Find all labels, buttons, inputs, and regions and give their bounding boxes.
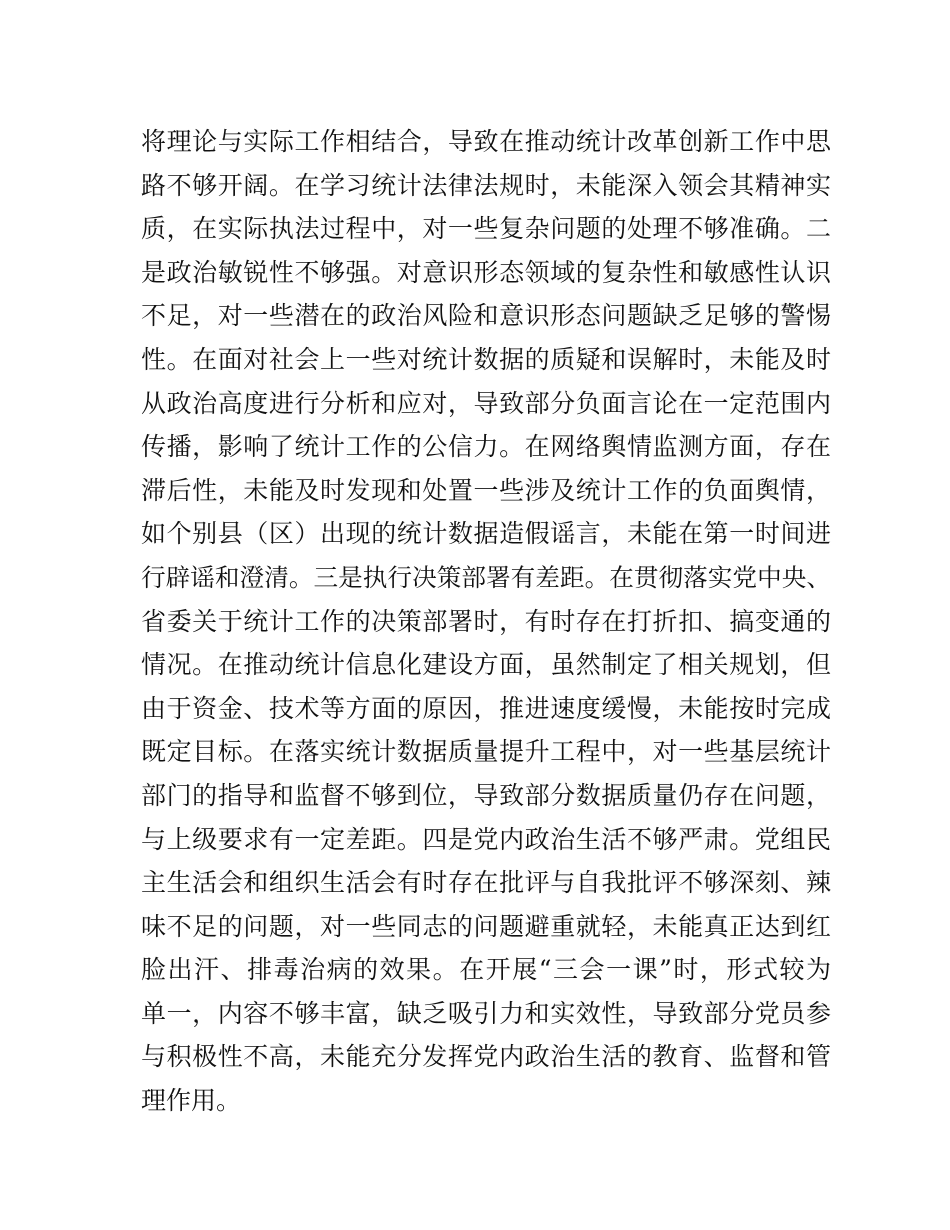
text-line: 由于资金、技术等方面的原因，推进速度缓慢，未能按时完成 [141,693,831,723]
body-paragraph [141,120,831,1123]
text-line: 主生活会和组织生活会有时存在批评与自我批评不够深刻、辣 [141,868,831,898]
text-line: 路不够开阔。在学习统计法律法规时，未能深入领会其精神实 [141,170,831,200]
text-line: 与积极性不高，未能充分发挥党内政治生活的教育、监督和管 [141,1042,831,1072]
text-line: 味不足的问题，对一些同志的问题避重就轻，未能真正达到红 [141,911,831,941]
text-line: 脸出汗、排毒治病的效果。在开展“三会一课”时，形式较为 [141,955,831,985]
text-line: 将理论与实际工作相结合，导致在推动统计改革创新工作中思 [141,127,831,156]
text-line: 传播，影响了统计工作的公信力。在网络舆情监测方面，存在 [141,432,831,462]
text-line: 既定目标。在落实统计数据质量提升工程中，对一些基层统计 [141,737,831,767]
text-line: 部门的指导和监督不够到位，导致部分数据质量仍存在问题， [141,780,831,810]
text-line: 滞后性，未能及时发现和处置一些涉及统计工作的负面舆情， [141,475,831,505]
text-line: 是政治敏锐性不够强。对意识形态领域的复杂性和敏感性认识 [141,257,831,287]
text-line: 理作用。 [141,1086,242,1116]
text-line: 与上级要求有一定差距。四是党内政治生活不够严肃。党组民 [141,824,831,854]
text-line: 单一，内容不够丰富，缺乏吸引力和实效性，导致部分党员参 [141,998,831,1028]
text-line: 情况。在推动统计信息化建设方面，虽然制定了相关规划，但 [141,650,831,680]
text-line: 行辟谣和澄清。三是执行决策部署有差距。在贯彻落实党中央、 [141,562,831,592]
text-line: 省委关于统计工作的决策部署时，有时存在打折扣、搞变通的 [141,606,831,636]
text-line: 如个别县（区）出现的统计数据造假谣言，未能在第一时间进 [141,519,831,549]
text-line: 质，在实际执法过程中，对一些复杂问题的处理不够准确。二 [141,214,831,244]
text-line: 从政治高度进行分析和应对，导致部分负面言论在一定范围内 [141,388,831,418]
text-line: 性。在面对社会上一些对统计数据的质疑和误解时，未能及时 [141,344,831,374]
text-line: 不足，对一些潜在的政治风险和意识形态问题缺乏足够的警惕 [141,301,831,331]
